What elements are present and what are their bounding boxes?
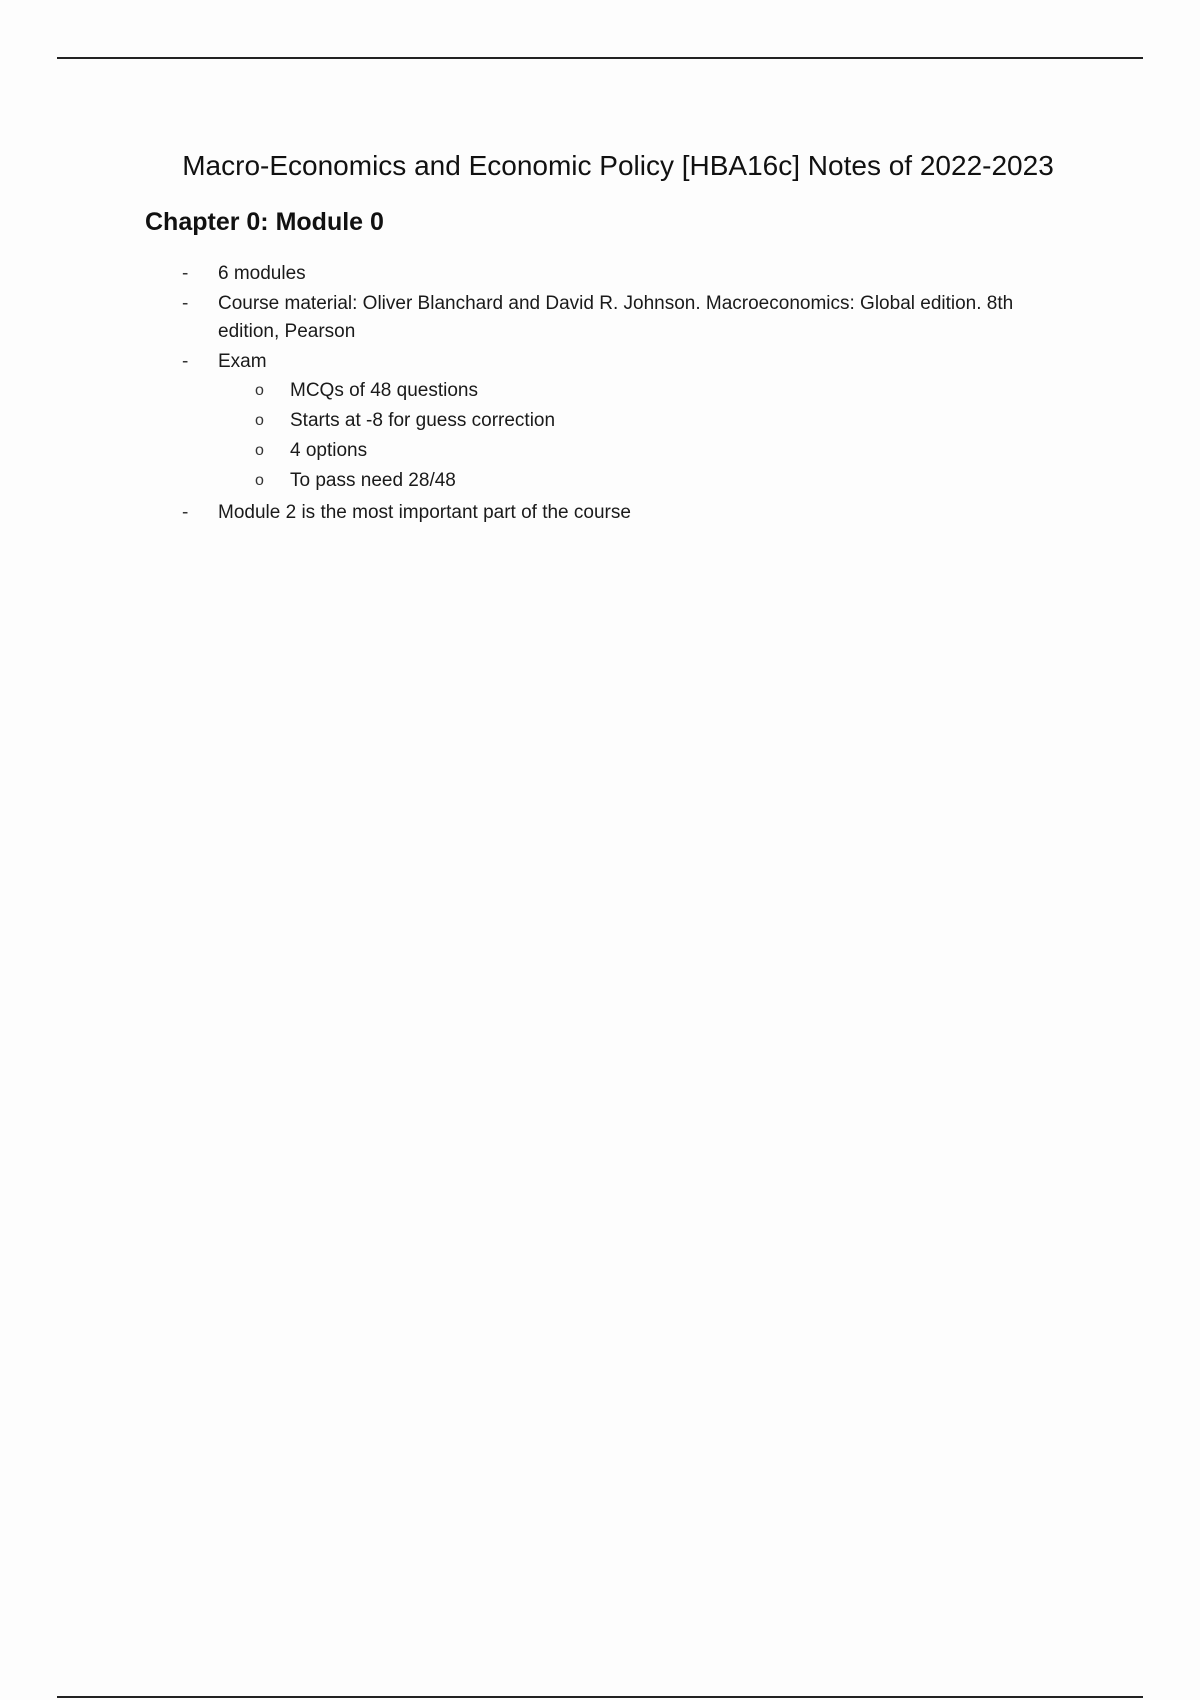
header-rule (57, 57, 1143, 59)
dash-bullet: - (182, 351, 189, 372)
document-title: Macro-Economics and Economic Policy [HBA16c] Notes of 2022-2023 (182, 150, 1054, 181)
list-item-continuation: edition, Pearson (218, 321, 356, 342)
list-item: Module 2 is the most important part of the course (218, 502, 631, 523)
circle-bullet: o (255, 472, 264, 489)
list-item: 6 modules (218, 263, 306, 284)
list-item: Course material: Oliver Blanchard and David R. Johnson. Macroeconomics: Global edition. 8th (218, 293, 1014, 314)
dash-bullet: - (182, 502, 189, 523)
sub-list-item: 4 options (290, 440, 368, 461)
footer-rule (57, 1696, 1143, 1698)
dash-bullet: - (182, 263, 189, 284)
circle-bullet: o (255, 442, 264, 459)
circle-bullet: o (255, 412, 264, 429)
circle-bullet: o (255, 382, 264, 399)
sub-list-item: Starts at -8 for guess correction (290, 410, 556, 431)
list-item: Exam (218, 351, 267, 372)
dash-bullet: - (182, 293, 189, 314)
sub-list-item: To pass need 28/48 (290, 470, 456, 491)
sub-list-item: MCQs of 48 questions (290, 380, 478, 401)
chapter-heading: Chapter 0: Module 0 (145, 208, 384, 236)
